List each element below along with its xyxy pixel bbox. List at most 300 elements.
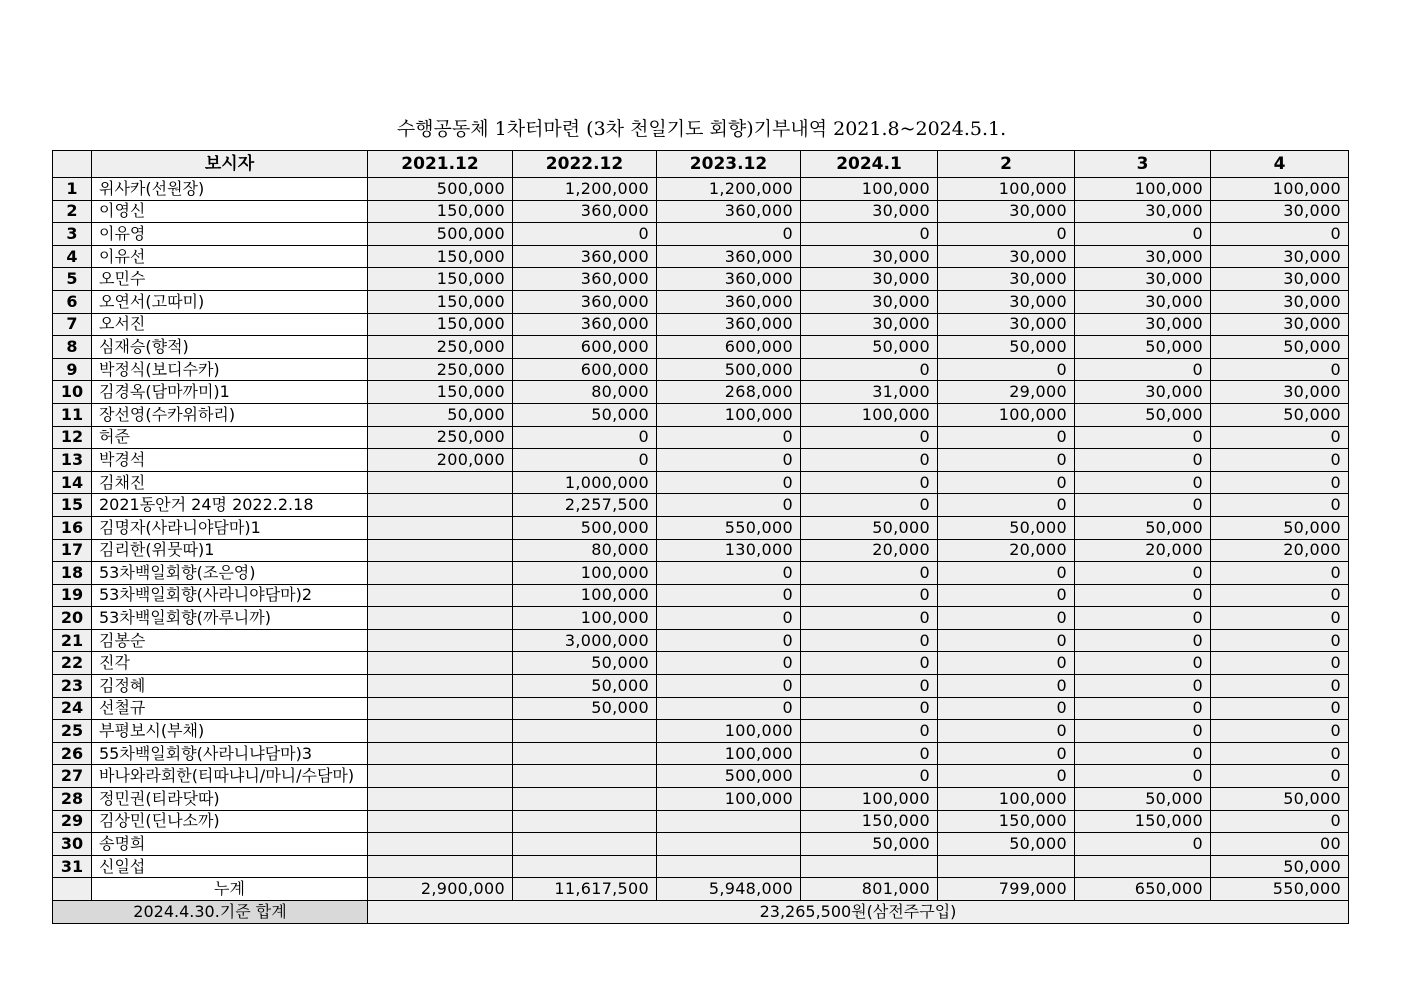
amount-cell: 50,000 — [938, 833, 1075, 856]
amount-cell: 20,000 — [1075, 539, 1211, 562]
amount-cell — [368, 742, 513, 765]
amount-cell — [513, 788, 657, 811]
amount-cell: 50,000 — [1211, 855, 1349, 878]
row-number: 3 — [53, 223, 92, 246]
amount-cell: 1,200,000 — [657, 178, 801, 201]
donor-name: 김정혜 — [92, 675, 368, 698]
amount-cell: 0 — [801, 494, 938, 517]
amount-cell: 80,000 — [513, 539, 657, 562]
amount-cell: 0 — [657, 697, 801, 720]
row-number: 24 — [53, 697, 92, 720]
donor-name: 박경석 — [92, 449, 368, 472]
amount-cell: 150,000 — [1075, 810, 1211, 833]
amount-cell: 0 — [1075, 720, 1211, 743]
amount-cell: 20,000 — [1211, 539, 1349, 562]
amount-cell: 50,000 — [1211, 336, 1349, 359]
amount-cell: 50,000 — [1211, 788, 1349, 811]
header-period: 4 — [1211, 151, 1349, 178]
amount-cell: 0 — [1075, 607, 1211, 630]
amount-cell: 30,000 — [1075, 200, 1211, 223]
amount-cell: 0 — [1211, 223, 1349, 246]
amount-cell: 0 — [1075, 426, 1211, 449]
amount-cell: 0 — [1211, 810, 1349, 833]
amount-cell: 30,000 — [1075, 290, 1211, 313]
amount-cell: 1,200,000 — [513, 178, 657, 201]
amount-cell: 0 — [938, 652, 1075, 675]
amount-cell: 0 — [1211, 697, 1349, 720]
amount-cell: 0 — [938, 675, 1075, 698]
amount-cell: 30,000 — [801, 268, 938, 291]
amount-cell: 150,000 — [368, 290, 513, 313]
amount-cell: 100,000 — [513, 607, 657, 630]
donor-name: 김상민(딘나소까) — [92, 810, 368, 833]
amount-cell: 360,000 — [513, 313, 657, 336]
amount-cell: 30,000 — [1211, 381, 1349, 404]
amount-cell: 0 — [801, 562, 938, 585]
amount-cell: 0 — [938, 223, 1075, 246]
table-row — [53, 268, 1349, 291]
amount-cell — [368, 629, 513, 652]
row-number: 12 — [53, 426, 92, 449]
amount-cell: 0 — [1075, 223, 1211, 246]
table-row — [53, 516, 1349, 539]
amount-cell: 50,000 — [938, 336, 1075, 359]
table-row — [53, 810, 1349, 833]
donor-name: 김경옥(담마까미)1 — [92, 381, 368, 404]
amount-cell: 0 — [1075, 833, 1211, 856]
amount-cell: 100,000 — [938, 403, 1075, 426]
amount-cell — [513, 742, 657, 765]
row-number: 9 — [53, 358, 92, 381]
amount-cell: 0 — [801, 765, 938, 788]
subtotal-row — [53, 878, 1349, 901]
table-row — [53, 245, 1349, 268]
amount-cell: 0 — [657, 584, 801, 607]
donor-name: 신일섭 — [92, 855, 368, 878]
row-number: 21 — [53, 629, 92, 652]
amount-cell: 0 — [1075, 742, 1211, 765]
amount-cell: 0 — [1075, 562, 1211, 585]
row-number: 18 — [53, 562, 92, 585]
donor-name: 위사카(선원장) — [92, 178, 368, 201]
subtotal-value: 2,900,000 — [368, 878, 513, 901]
row-number: 2 — [53, 200, 92, 223]
amount-cell: 0 — [801, 629, 938, 652]
amount-cell: 0 — [1075, 449, 1211, 472]
row-number: 11 — [53, 403, 92, 426]
header-period: 2021.12 — [368, 151, 513, 178]
header-period: 2023.12 — [657, 151, 801, 178]
amount-cell: 30,000 — [1075, 381, 1211, 404]
table-row — [53, 494, 1349, 517]
amount-cell: 20,000 — [938, 539, 1075, 562]
row-number: 30 — [53, 833, 92, 856]
amount-cell: 50,000 — [1075, 336, 1211, 359]
donor-name: 부평보시(부채) — [92, 720, 368, 743]
amount-cell: 0 — [657, 426, 801, 449]
amount-cell: 0 — [1211, 607, 1349, 630]
amount-cell: 600,000 — [513, 358, 657, 381]
amount-cell: 30,000 — [801, 245, 938, 268]
amount-cell: 150,000 — [368, 268, 513, 291]
amount-cell: 0 — [1211, 358, 1349, 381]
amount-cell: 0 — [1211, 742, 1349, 765]
amount-cell: 30,000 — [801, 313, 938, 336]
amount-cell — [657, 855, 801, 878]
donor-name: 박정식(보디수카) — [92, 358, 368, 381]
table-row — [53, 381, 1349, 404]
table-row — [53, 788, 1349, 811]
amount-cell: 0 — [801, 607, 938, 630]
amount-cell: 50,000 — [938, 516, 1075, 539]
header-period: 2024.1 — [801, 151, 938, 178]
amount-cell: 100,000 — [657, 403, 801, 426]
table-row — [53, 313, 1349, 336]
donor-name: 이영신 — [92, 200, 368, 223]
subtotal-no-cell — [53, 878, 92, 901]
amount-cell — [513, 810, 657, 833]
amount-cell — [368, 833, 513, 856]
subtotal-value: 799,000 — [938, 878, 1075, 901]
amount-cell: 50,000 — [801, 336, 938, 359]
amount-cell: 0 — [938, 629, 1075, 652]
header-no — [53, 151, 92, 178]
amount-cell: 100,000 — [513, 562, 657, 585]
amount-cell: 100,000 — [1211, 178, 1349, 201]
amount-cell — [801, 855, 938, 878]
amount-cell: 0 — [1211, 765, 1349, 788]
row-number: 26 — [53, 742, 92, 765]
amount-cell: 0 — [938, 449, 1075, 472]
amount-cell: 0 — [1075, 697, 1211, 720]
amount-cell: 360,000 — [657, 313, 801, 336]
amount-cell: 30,000 — [1211, 245, 1349, 268]
table-row — [53, 742, 1349, 765]
amount-cell: 30,000 — [938, 290, 1075, 313]
amount-cell: 100,000 — [801, 788, 938, 811]
amount-cell: 20,000 — [801, 539, 938, 562]
amount-cell: 0 — [1075, 675, 1211, 698]
amount-cell: 0 — [938, 562, 1075, 585]
table-row — [53, 336, 1349, 359]
amount-cell: 100,000 — [801, 403, 938, 426]
amount-cell: 150,000 — [801, 810, 938, 833]
amount-cell: 29,000 — [938, 381, 1075, 404]
amount-cell — [657, 810, 801, 833]
amount-cell: 00 — [1211, 833, 1349, 856]
amount-cell: 500,000 — [368, 178, 513, 201]
amount-cell: 50,000 — [368, 403, 513, 426]
amount-cell: 0 — [657, 607, 801, 630]
amount-cell — [368, 516, 513, 539]
amount-cell: 600,000 — [513, 336, 657, 359]
document-title: 수행공동체 1차터마련 (3차 천일기도 회향)기부내역 2021.8~2024.5.1. — [396, 118, 1007, 140]
header-period: 3 — [1075, 151, 1211, 178]
donor-name: 53차백일회향(까루니까) — [92, 607, 368, 630]
amount-cell: 0 — [1075, 652, 1211, 675]
table-row — [53, 629, 1349, 652]
table-row — [53, 652, 1349, 675]
row-number: 14 — [53, 471, 92, 494]
table-row — [53, 765, 1349, 788]
amount-cell: 0 — [1075, 358, 1211, 381]
table-row — [53, 403, 1349, 426]
amount-cell: 0 — [801, 426, 938, 449]
amount-cell — [368, 810, 513, 833]
amount-cell: 2,257,500 — [513, 494, 657, 517]
amount-cell: 360,000 — [513, 268, 657, 291]
amount-cell: 360,000 — [513, 200, 657, 223]
amount-cell: 0 — [801, 652, 938, 675]
amount-cell — [368, 855, 513, 878]
row-number: 19 — [53, 584, 92, 607]
subtotal-value: 5,948,000 — [657, 878, 801, 901]
row-number: 16 — [53, 516, 92, 539]
donor-name: 오연서(고따미) — [92, 290, 368, 313]
amount-cell: 360,000 — [657, 268, 801, 291]
amount-cell: 360,000 — [513, 290, 657, 313]
amount-cell: 100,000 — [938, 788, 1075, 811]
amount-cell — [657, 833, 801, 856]
amount-cell: 0 — [657, 223, 801, 246]
donor-name: 김리한(위뭇따)1 — [92, 539, 368, 562]
amount-cell: 268,000 — [657, 381, 801, 404]
amount-cell: 0 — [1211, 471, 1349, 494]
amount-cell: 30,000 — [938, 245, 1075, 268]
table-row — [53, 426, 1349, 449]
amount-cell — [368, 607, 513, 630]
amount-cell: 150,000 — [938, 810, 1075, 833]
amount-cell — [513, 720, 657, 743]
amount-cell: 0 — [801, 584, 938, 607]
amount-cell: 0 — [801, 449, 938, 472]
amount-cell — [368, 675, 513, 698]
amount-cell: 0 — [801, 223, 938, 246]
table-row — [53, 675, 1349, 698]
amount-cell: 30,000 — [1211, 268, 1349, 291]
amount-cell: 30,000 — [801, 290, 938, 313]
header-period: 2022.12 — [513, 151, 657, 178]
row-number: 29 — [53, 810, 92, 833]
amount-cell: 0 — [1211, 584, 1349, 607]
amount-cell: 0 — [513, 449, 657, 472]
amount-cell: 150,000 — [368, 245, 513, 268]
table-row — [53, 358, 1349, 381]
amount-cell: 50,000 — [801, 833, 938, 856]
table-row — [53, 562, 1349, 585]
row-number: 8 — [53, 336, 92, 359]
amount-cell — [368, 720, 513, 743]
amount-cell: 550,000 — [657, 516, 801, 539]
donor-name: 심재승(향적) — [92, 336, 368, 359]
donor-name: 53차백일회향(조은영) — [92, 562, 368, 585]
amount-cell: 0 — [1211, 426, 1349, 449]
amount-cell: 100,000 — [657, 788, 801, 811]
amount-cell: 200,000 — [368, 449, 513, 472]
amount-cell: 0 — [801, 358, 938, 381]
amount-cell — [368, 652, 513, 675]
amount-cell: 150,000 — [368, 200, 513, 223]
amount-cell: 0 — [801, 675, 938, 698]
donor-name: 바나와라회한(티따냐니/마니/수담마) — [92, 765, 368, 788]
amount-cell: 0 — [938, 742, 1075, 765]
amount-cell: 0 — [1075, 471, 1211, 494]
row-number: 27 — [53, 765, 92, 788]
donation-table — [52, 150, 1349, 924]
row-number: 5 — [53, 268, 92, 291]
amount-cell: 500,000 — [513, 516, 657, 539]
amount-cell: 0 — [1211, 494, 1349, 517]
header-period: 2 — [938, 151, 1075, 178]
row-number: 28 — [53, 788, 92, 811]
table-row — [53, 833, 1349, 856]
amount-cell: 600,000 — [657, 336, 801, 359]
header-row — [53, 151, 1349, 178]
amount-cell: 1,000,000 — [513, 471, 657, 494]
amount-cell: 0 — [1211, 652, 1349, 675]
amount-cell: 250,000 — [368, 336, 513, 359]
amount-cell — [368, 788, 513, 811]
table-row — [53, 449, 1349, 472]
amount-cell: 0 — [801, 720, 938, 743]
row-number: 31 — [53, 855, 92, 878]
amount-cell — [368, 562, 513, 585]
amount-cell: 50,000 — [1075, 516, 1211, 539]
row-number: 17 — [53, 539, 92, 562]
subtotal-value: 650,000 — [1075, 878, 1211, 901]
amount-cell: 0 — [657, 494, 801, 517]
amount-cell: 50,000 — [513, 675, 657, 698]
amount-cell: 30,000 — [801, 200, 938, 223]
amount-cell — [1075, 855, 1211, 878]
amount-cell — [368, 539, 513, 562]
amount-cell: 30,000 — [1211, 290, 1349, 313]
amount-cell: 50,000 — [513, 652, 657, 675]
amount-cell — [513, 833, 657, 856]
donor-name: 53차백일회향(사라니야담마)2 — [92, 584, 368, 607]
amount-cell: 30,000 — [938, 313, 1075, 336]
amount-cell: 50,000 — [513, 403, 657, 426]
table-row — [53, 200, 1349, 223]
amount-cell: 0 — [513, 426, 657, 449]
row-number: 25 — [53, 720, 92, 743]
table-row — [53, 720, 1349, 743]
amount-cell: 50,000 — [1211, 403, 1349, 426]
amount-cell: 50,000 — [1075, 788, 1211, 811]
grand-total-label: 2024.4.30.기준 합계 — [53, 901, 368, 924]
amount-cell: 0 — [938, 720, 1075, 743]
amount-cell: 0 — [938, 471, 1075, 494]
amount-cell: 0 — [938, 426, 1075, 449]
amount-cell: 100,000 — [657, 720, 801, 743]
amount-cell: 30,000 — [1075, 268, 1211, 291]
amount-cell: 80,000 — [513, 381, 657, 404]
donor-name: 오민수 — [92, 268, 368, 291]
donor-name: 김채진 — [92, 471, 368, 494]
donor-name: 선철규 — [92, 697, 368, 720]
header-donor: 보시자 — [92, 151, 368, 178]
amount-cell: 30,000 — [1211, 313, 1349, 336]
amount-cell: 360,000 — [657, 245, 801, 268]
amount-cell: 100,000 — [938, 178, 1075, 201]
amount-cell: 0 — [1211, 675, 1349, 698]
amount-cell: 250,000 — [368, 426, 513, 449]
amount-cell: 360,000 — [657, 290, 801, 313]
amount-cell: 250,000 — [368, 358, 513, 381]
amount-cell: 360,000 — [657, 200, 801, 223]
amount-cell: 0 — [1211, 629, 1349, 652]
amount-cell: 130,000 — [657, 539, 801, 562]
amount-cell: 0 — [1211, 449, 1349, 472]
amount-cell — [513, 855, 657, 878]
row-number: 23 — [53, 675, 92, 698]
amount-cell: 0 — [513, 223, 657, 246]
amount-cell: 0 — [657, 652, 801, 675]
donor-name: 김명자(사라니야담마)1 — [92, 516, 368, 539]
row-number: 15 — [53, 494, 92, 517]
amount-cell — [368, 697, 513, 720]
amount-cell: 0 — [1075, 584, 1211, 607]
donor-name: 정민권(티라닷따) — [92, 788, 368, 811]
donor-name: 송명희 — [92, 833, 368, 856]
table-row — [53, 471, 1349, 494]
amount-cell — [368, 765, 513, 788]
donor-name: 김봉순 — [92, 629, 368, 652]
donor-name: 장선영(수카위하리) — [92, 403, 368, 426]
table-row — [53, 290, 1349, 313]
donor-name: 55차백일회향(사라니냐담마)3 — [92, 742, 368, 765]
amount-cell: 30,000 — [938, 268, 1075, 291]
row-number: 7 — [53, 313, 92, 336]
amount-cell — [938, 855, 1075, 878]
amount-cell: 0 — [1075, 765, 1211, 788]
donor-name: 허준 — [92, 426, 368, 449]
subtotal-label: 누계 — [92, 878, 368, 901]
amount-cell: 0 — [1211, 720, 1349, 743]
amount-cell: 30,000 — [1075, 245, 1211, 268]
donor-name: 이유영 — [92, 223, 368, 246]
table-row — [53, 223, 1349, 246]
amount-cell: 30,000 — [1211, 200, 1349, 223]
amount-cell: 150,000 — [368, 381, 513, 404]
amount-cell: 31,000 — [801, 381, 938, 404]
amount-cell: 0 — [938, 607, 1075, 630]
amount-cell: 0 — [1075, 494, 1211, 517]
amount-cell — [513, 765, 657, 788]
amount-cell: 100,000 — [801, 178, 938, 201]
amount-cell: 0 — [657, 449, 801, 472]
amount-cell: 500,000 — [368, 223, 513, 246]
amount-cell: 100,000 — [1075, 178, 1211, 201]
donor-name: 진각 — [92, 652, 368, 675]
subtotal-value: 801,000 — [801, 878, 938, 901]
table-row — [53, 855, 1349, 878]
table-row — [53, 584, 1349, 607]
amount-cell: 50,000 — [801, 516, 938, 539]
amount-cell: 0 — [938, 584, 1075, 607]
amount-cell: 0 — [938, 494, 1075, 517]
amount-cell: 0 — [801, 697, 938, 720]
amount-cell: 0 — [1075, 629, 1211, 652]
row-number: 10 — [53, 381, 92, 404]
row-number: 13 — [53, 449, 92, 472]
table-row — [53, 607, 1349, 630]
amount-cell: 0 — [801, 471, 938, 494]
amount-cell: 50,000 — [1211, 516, 1349, 539]
table-row — [53, 178, 1349, 201]
grand-total-row — [53, 901, 1349, 924]
amount-cell: 100,000 — [513, 584, 657, 607]
